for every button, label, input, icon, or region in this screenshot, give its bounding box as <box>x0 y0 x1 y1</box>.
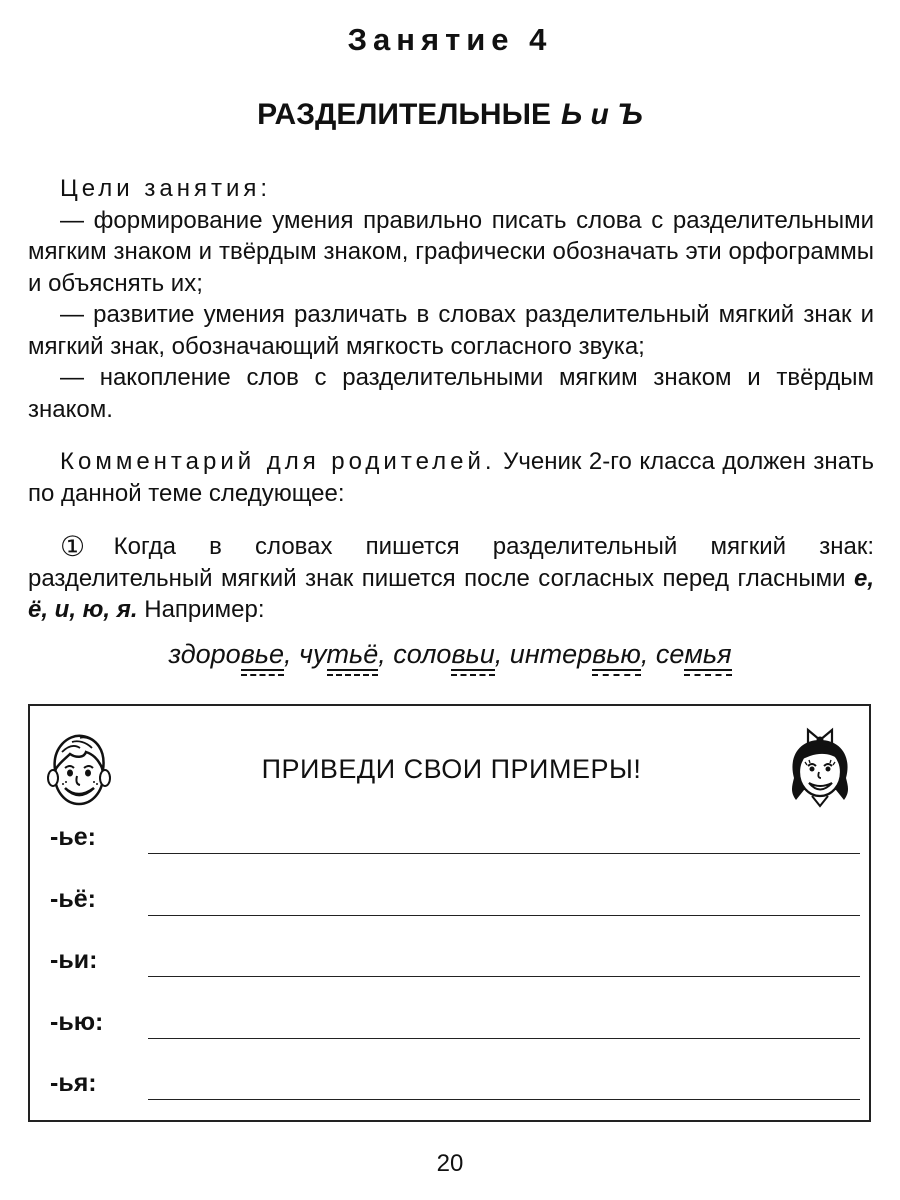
practice-title: ПРИВЕДИ СВОИ ПРИМЕРЫ! <box>261 754 642 784</box>
lesson-title: Занятие 4 <box>347 22 553 57</box>
practice-row <box>50 999 860 1039</box>
practice-row-label: -ьё: <box>50 885 96 913</box>
lesson-goals <box>28 173 874 425</box>
rule-example-intro: Например: <box>144 596 265 623</box>
example-word: интервью, <box>509 639 649 669</box>
answer-line[interactable] <box>148 1099 860 1100</box>
parents-comment <box>28 446 874 509</box>
practice-row-label: -ья: <box>50 1069 97 1097</box>
practice-box <box>28 704 871 1122</box>
orthogram-marking: тьё <box>326 639 379 669</box>
orthogram-marking: вье <box>240 639 285 669</box>
answer-line[interactable] <box>148 1038 860 1039</box>
example-word: чутьё, <box>299 639 386 669</box>
practice-row-label: -ьи: <box>50 946 98 974</box>
topic-title <box>0 98 900 132</box>
parents-comment-label: Комментарий для родителей. <box>60 448 496 475</box>
answer-line[interactable] <box>148 915 860 916</box>
goal-item-1: — формирование умения правильно писать слова с разделительными мягким знаком и твёрдым знаком, графически обозначать эти орфограммы и объяснять их; <box>28 206 874 297</box>
goal-item-2: — развитие умения различать в словах разделительный мягкий знак и мягкий знак, обозначающий мягкость согласного звука; <box>28 301 874 360</box>
page-number: 20 <box>436 1150 464 1177</box>
orthogram-marking: вьи <box>451 639 495 669</box>
example-word: здоровье, <box>168 639 292 669</box>
practice-row-label: -ью: <box>50 1008 104 1036</box>
practice-row <box>50 1060 860 1100</box>
rule-vowels: е, ё, и, ю, я. <box>28 564 874 623</box>
orthogram-marking: мья <box>684 639 732 669</box>
rule-text: Когда в словах пишется разделительный мягкий знак: разделительный мягкий знак пишется после согласных перед гласными <box>28 533 874 592</box>
practice-row-label: -ье: <box>50 823 96 851</box>
topic-title-signs: Ь и Ъ <box>560 98 643 131</box>
example-word: семья <box>655 639 732 669</box>
practice-row <box>50 937 860 977</box>
goals-heading: Цели занятия: <box>60 175 272 202</box>
practice-row <box>50 814 860 854</box>
answer-line[interactable] <box>148 976 860 977</box>
practice-row <box>50 876 860 916</box>
example-words <box>0 634 900 674</box>
example-word: соловьи, <box>393 639 503 669</box>
answer-line[interactable] <box>148 853 860 854</box>
goal-item-3: — накопление слов с разделительными мягким знаком и твёрдым знаком. <box>28 364 874 423</box>
rule-1 <box>28 531 874 626</box>
orthogram-marking: вью <box>592 639 641 669</box>
topic-title-text: РАЗДЕЛИТЕЛЬНЫЕ <box>257 98 551 131</box>
rule-number-icon: ① <box>60 531 112 562</box>
parents-comment-text: Ученик 2-го класса должен знать по данной теме следующее: <box>28 448 875 507</box>
